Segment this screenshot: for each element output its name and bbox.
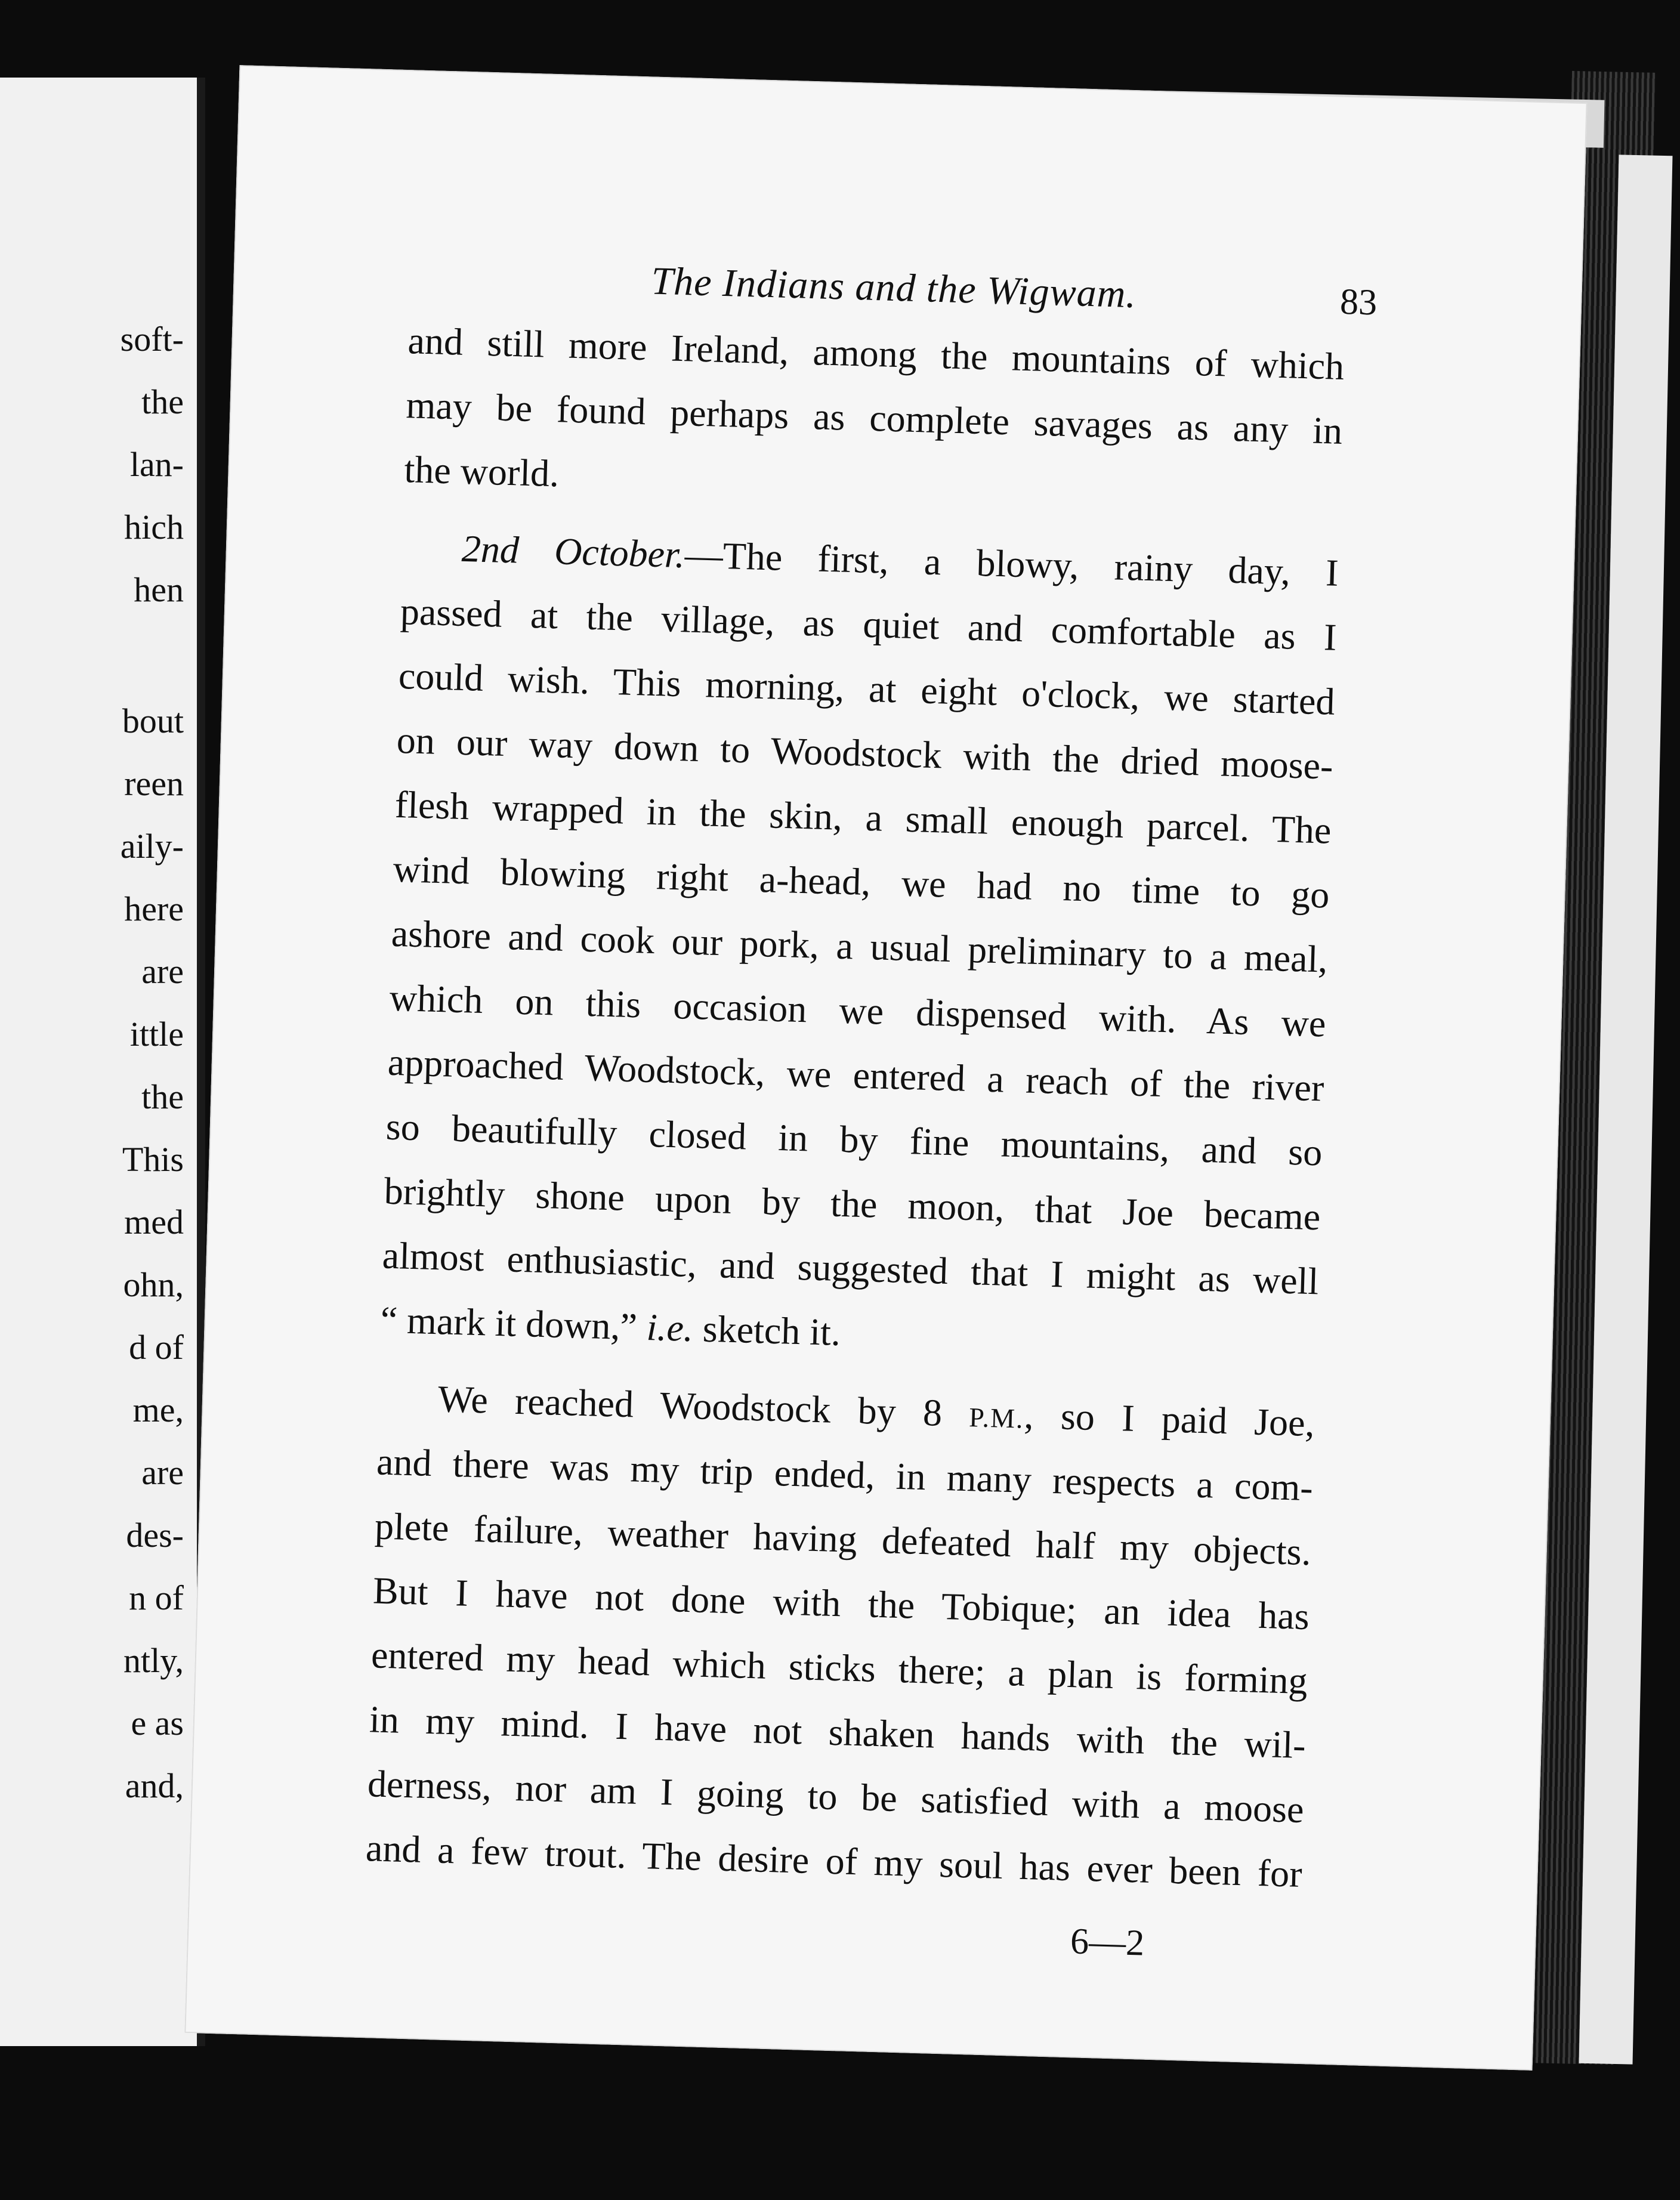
left-page-fragment: here xyxy=(124,889,184,928)
left-page-fragment: This xyxy=(122,1140,184,1179)
left-page-fragment: d of xyxy=(129,1328,184,1367)
text-line: and still more Ireland, among the mountains of which xyxy=(407,319,1345,388)
left-page-fragment: aily- xyxy=(120,827,184,866)
left-page-fragment: me, xyxy=(132,1391,184,1429)
left-facing-page xyxy=(0,78,205,2046)
text-line: which on this occasion we dispensed with. As we xyxy=(388,976,1327,1045)
text-line: ashore and cook our pork, a usual preliminary to a meal, xyxy=(390,911,1329,981)
text-line: derness, nor am I going to be satisfied with a moose xyxy=(367,1762,1305,1831)
text-line: flesh wrapped in the skin, a small enough parcel. The xyxy=(394,783,1332,852)
left-page-fragment: des- xyxy=(126,1516,184,1555)
left-page-fragment: soft- xyxy=(120,320,184,359)
date-heading: 2nd October. xyxy=(461,527,685,576)
text-line: may be found perhaps as complete savages as any in xyxy=(405,384,1344,452)
left-page-fragment: ntly, xyxy=(123,1641,184,1680)
left-page-fragment: bout xyxy=(122,702,184,740)
left-page-fragment: hich xyxy=(124,508,184,546)
text-line: brightly shone upon by the moon, that Joe became xyxy=(383,1169,1321,1238)
text-line: plete failure, weather having defeated half my objects. xyxy=(374,1504,1312,1574)
text-line: We reached Woodstock by 8 P.M., so I paid Joe, xyxy=(437,1377,1315,1445)
text-line: approached Woodstock, we entered a reach of the river xyxy=(387,1040,1325,1110)
left-page-fragment: reen xyxy=(124,764,184,803)
small-caps-time: P.M. xyxy=(968,1402,1025,1434)
text-line: the world. xyxy=(403,448,560,495)
text-line: entered my head which sticks there; a plan is forming xyxy=(370,1633,1308,1702)
text-line: and a few trout. The desire of my soul has ever been for xyxy=(365,1827,1303,1895)
text-line: But I have not done with the Tobique; an idea has xyxy=(372,1569,1310,1638)
text-line: and there was my trip ended, in many respects a com- xyxy=(376,1440,1314,1509)
left-page-fragment: n of xyxy=(129,1578,184,1617)
signature-mark: 6—2 xyxy=(1070,1921,1145,1964)
left-page-fragment: are xyxy=(141,952,184,991)
running-head: The Indians and the Wigwam. xyxy=(650,259,1137,317)
left-page-fragment: e as xyxy=(131,1704,184,1742)
left-page-fragment: are xyxy=(141,1453,184,1492)
text-line: wind blowing right a-head, we had no time to go xyxy=(393,847,1330,916)
text-line: “ mark it down,” i.e. sketch it. xyxy=(379,1298,841,1354)
text-line: on our way down to Woodstock with the dried moose- xyxy=(396,718,1334,787)
left-page-fragment: hen xyxy=(134,570,184,609)
text-line: so beautifully closed in by fine mountains, and so xyxy=(385,1105,1323,1174)
text-line: passed at the village, as quiet and comfortable as I xyxy=(400,589,1338,659)
left-page-fragment: ittle xyxy=(129,1015,184,1053)
left-page-fragment: the xyxy=(141,382,184,421)
body-text xyxy=(360,308,1345,2100)
page-number: 83 xyxy=(1339,281,1378,323)
text-line: 2nd October.—The first, a blowy, rainy day, I xyxy=(461,527,1339,594)
text-line: in my mind. I have not shaken hands with the wil- xyxy=(369,1698,1307,1767)
italic-abbreviation: i.e. xyxy=(646,1305,694,1350)
left-page-fragment: and, xyxy=(125,1766,184,1805)
left-page-fragment: ohn, xyxy=(123,1265,184,1304)
left-page-fragment: the xyxy=(141,1077,184,1116)
left-page-fragment: lan- xyxy=(129,445,184,484)
left-page-fragment: med xyxy=(124,1203,184,1241)
text-line: almost enthusiastic, and suggested that I might as well xyxy=(381,1234,1320,1303)
text-line: could wish. This morning, at eight o'clock, we started xyxy=(398,654,1336,723)
book-page xyxy=(184,65,1587,2071)
